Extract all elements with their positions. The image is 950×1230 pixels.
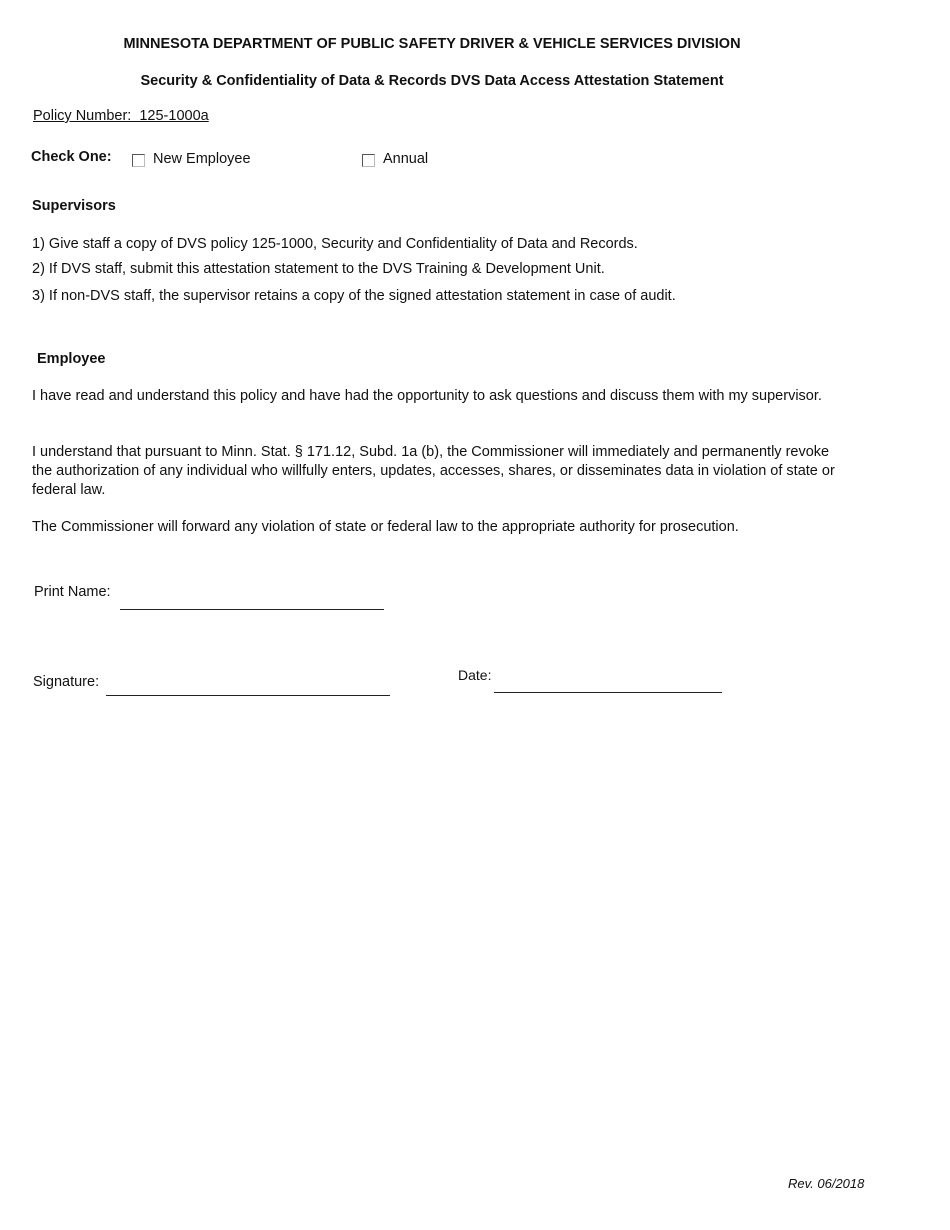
employee-paragraph-3: The Commissioner will forward any violation of state or federal law to the appropriate authority for prosecution.: [32, 519, 739, 535]
new-employee-option[interactable]: [132, 151, 251, 167]
form-title: MINNESOTA DEPARTMENT OF PUBLIC SAFETY DRIVER & VEHICLE SERVICES DIVISION: [123, 36, 741, 52]
print-name-label: Print Name:: [34, 584, 111, 600]
employee-paragraph-1: I have read and understand this policy and have had the opportunity to ask questions and discuss them with my supervisor.: [32, 388, 822, 404]
supervisors-heading: Supervisors: [32, 198, 116, 214]
employee-heading: Employee: [37, 351, 106, 367]
employee-paragraph-2: I understand that pursuant to Minn. Stat. § 171.12, Subd. 1a (b), the Commissioner will immediately and permanently revoke the authorization of any individual who willfully enters, updates, accesses, shares, or disseminates data in violation of state or federal law.: [32, 444, 835, 498]
print-name-field[interactable]: [120, 609, 384, 610]
date-field[interactable]: [494, 692, 722, 693]
annual-option[interactable]: [362, 151, 428, 167]
annual-checkbox[interactable]: [362, 154, 375, 167]
policy-number: Policy Number: 125-1000a: [33, 108, 209, 124]
signature-field[interactable]: [106, 695, 390, 696]
new-employee-checkbox[interactable]: [132, 154, 145, 167]
supervisor-item-3: 3) If non-DVS staff, the supervisor retains a copy of the signed attestation statement in case of audit.: [32, 288, 676, 304]
new-employee-label: New Employee: [153, 151, 251, 167]
form-subtitle: Security & Confidentiality of Data & Records DVS Data Access Attestation Statement: [140, 73, 724, 89]
signature-label: Signature:: [33, 674, 100, 690]
annual-label: Annual: [383, 151, 429, 167]
date-label: Date:: [458, 667, 492, 683]
revision-note: Rev. 06/2018: [788, 1176, 865, 1191]
supervisor-item-2: 2) If DVS staff, submit this attestation statement to the DVS Training & Development Unit.: [32, 261, 605, 277]
check-one-label: Check One:: [31, 149, 112, 165]
supervisor-item-1: 1) Give staff a copy of DVS policy 125-1000, Security and Confidentiality of Data and Records.: [32, 236, 638, 252]
